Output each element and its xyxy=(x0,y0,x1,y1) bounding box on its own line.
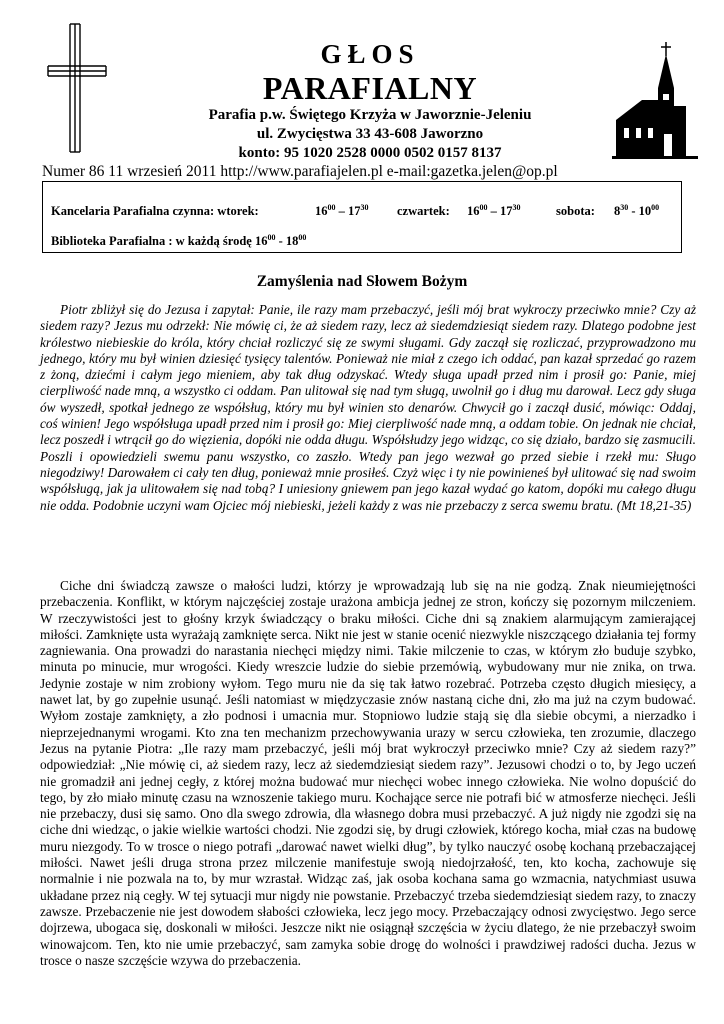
masthead xyxy=(150,38,590,163)
church-logo-icon xyxy=(612,42,698,160)
title-line-1: GŁOS xyxy=(320,39,420,69)
thursday-label: czwartek: xyxy=(397,204,450,218)
parish-name: Parafia p.w. Świętego Krzyża w Jaworznie-Jeleniu xyxy=(208,107,532,123)
thursday-hours: $16^{00} - 17^{30}$ xyxy=(467,203,521,218)
title-line-2: PARAFIALNY xyxy=(262,70,478,106)
cross-logo-icon xyxy=(46,22,108,154)
gospel-text: Piotr zbliżył się do Jezusa i zapytał: Panie, ile razy mam przebaczyć, jeśli mój brat wykroczy przeciwko mnie? Czy aż siedem razy? Jezus mu odrzekł: Nie mówię ci, że aż siedem razy, lecz aż siedemdziesiąt siedem razy. Dlatego podobne jest królestwo niebieskie do króla, który chciał rozliczyć się ze swymi sługami. Gdy zaczął się rozliczać, przyprowadzono mu jednego, który mu był winien dziesięć tysięcy talentów. Ponieważ nie miał z czego ich oddać, pan kazał sprzedać go razem z żoną, dziećmi i całym jego mieniem, aby tak dług odzyskać. Wtedy sługa upadł przed nim i prosił go: Panie, miej cierpliwość nade mną, a wszystko ci oddam. Pan ulitował się nad tym sługą, uwolnił go i dług mu darował. Lecz gdy sługa ów wyszedł, spotkał jednego ze współsług, który mu był winien sto denarów. Chwycił go i zaczął dusić, mówiąc: Oddaj, coś winien! Jego współsługa upadł przed nim i prosił go: Miej cierpliwość nade mną, a oddam tobie. On jednak nie chciał, lecz poszedł i wtrącił go do więzienia, dopóki nie odda długu. Współsłudzy jego widząc, co się działo, bardzo się zasmucili. Poszli i opowiedzieli swemu panu wszystko, co zaszło. Wtedy pan jego wezwał go przed siebie i rzekł mu: Sługo niegodziwy! Darowałem ci cały ten dług, ponieważ mnie prosiłeś. Czyż więc i ty nie powinieneś był ulitować się nad swoim współsługą, jak ja ulitowałem się nad tobą? I uniesiony gniewem pan jego kazał wydać go katom, dopóki mu całego długu nie odda. Podobnie uczyni wam Ojciec mój niebieski, jeżeli każdy z was nie przebaczy z serca swemu bratu. (Mt 18,21-35) xyxy=(40,302,696,513)
parish-address: ul. Zwycięstwa 33 43-608 Jaworzno xyxy=(256,126,484,142)
section-title: Zamyślenia nad Słowem Bożym xyxy=(256,273,468,290)
saturday-label: sobota: xyxy=(556,204,595,218)
office-hours-box xyxy=(42,181,682,253)
issue-line: Numer 86 11 wrzesień 2011 http://www.parafiajelen.pl e-mail:gazetka.jelen@op.pl xyxy=(42,163,558,180)
tuesday-hours: $16^{00} - 17^{30}$ xyxy=(315,203,369,218)
bank-account: konto: 95 1020 2528 0000 0502 0157 8137 xyxy=(238,145,502,161)
office-label: Kancelaria Parafialna czynna: wtorek: xyxy=(51,204,259,218)
library-hours: Biblioteka Parafialna : w każdą środę $16^{00} - 18^{00}$ xyxy=(51,233,307,248)
saturday-hours: $8^{30} - 10^{00}$ xyxy=(614,203,660,218)
reflection-text: Ciche dni świadczą zawsze o małości ludzi, którzy je wprowadzają lub się na nie godzą. Znak nieumiejętności przebaczenia. Konflikt, w którym najczęściej zostaje urażona ambicja jednej ze stron, kończy się pozornym milczeniem. W rzeczywistości jest to głośny krzyk świadczący o braku miłości. Ciche dni są znakiem alarmującym zamierającej miłości. Zamknięte usta wyrażają zamknięte serca. Nikt nie jest w stanie ocenić niezwykle niszczącego działania tej formy zagniewania. Ona prowadzi do narastania niechęci między nimi. Takie milczenie to czas, w którym zło buduje szybko, minuta po minucie, mur wrogości. Kiedy wreszcie ludzie do siebie przemówią, wybudowany mur nie znika, on trwa. Jedynie zostaje w nim zrobiony wyłom. Tego muru nie da się tak łatwo rozebrać. Potrzeba często długich miesięcy, a nawet lat, by go zupełnie usunąć. Jeśli natomiast w międzyczasie znów nastaną ciche dni, zło ma już na czym budować. Wyłom zostaje zamknięty, a zło podnosi i umacnia mur. Stopniowo ludzie stają się dla siebie obcymi, a nierzadko i nieprzejednanymi wrogami. Kto zna ten mechanizm przechowywania urazy w sercu człowieka, ten zrozumie, dlaczego Jezus na pytanie Piotra: „Ile razy mam przebaczyć, jeśli mój brat wykroczył przeciwko mnie? Czy aż siedem razy?” odpowiedział: „Nie mówię ci, aż siedem razy, lecz aż siedemdziesiąt siedem razy”. Jezusowi chodzi o to, by Jego uczeń nie gromadził ani jednej cegły, z której można budować mur niechęci wobec innego człowieka. Nie wolno dopuścić do tego, by zło miało minutę czasu na wznoszenie takiego muru. Kochające serce nie potrafi bić w atmosferze niechęci. Jeśli nie przebaczy, dusi się samo. Ono dla swego zdrowia, dla własnego dobra musi przebaczyć. A już nigdy nie zgodzi się na ciche dni wiedząc, o jakie wielkie wartości chodzi. Nie zgodzi się, by drugi człowiek, którego kocha, miał czas na budowę muru niezgody. To w trosce o niego potrafi „darować nawet wielki dług”, by tylko nauczyć osobę kochaną przebaczającej miłości. Nawet jeśli druga strona przez milczenie manifestuje swoją niedojrzałość, ten, kto kocha, zachowuje się normalnie i nie pozwala na to, by mur wzrastał. Widząc zaś, jak osoba kochana sama go wzmacnia, natychmiast usuwa układane przez nią cegły. W tej sytuacji mur nigdy nie powstanie. Przebaczyć trzeba siedemdziesiąt siedem razy, to znaczy zawsze. Przebaczenie nie jest dowodem słabości człowieka, lecz jego mocy. Przebaczający odnosi zwycięstwo. Jego serce dojrzewa, ubogaca się, doskonali w miłości. Jeszcze nikt nie osiągnął szczęścia w życiu dlatego, że nie przebaczył swoim winowajcom. Ten, kto nie umie przebaczyć, sam zamyka sobie drogę do wolności i prawdziwej radości ducha. Jezus w trosce o nasze szczęście wzywa do przebaczenia. xyxy=(40,578,696,968)
